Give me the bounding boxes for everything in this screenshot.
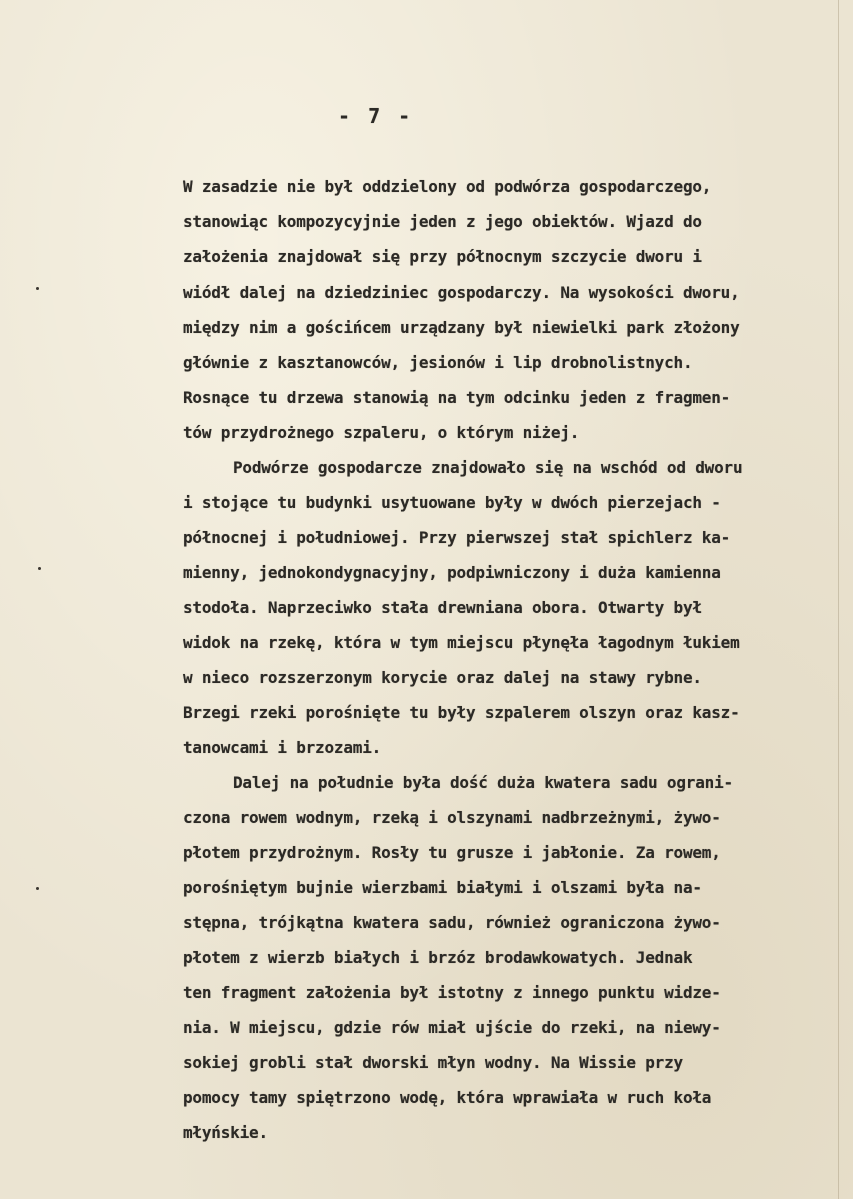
- margin-mark: [36, 287, 39, 290]
- text-line: mienny, jednokondygnacyjny, podpiwniczony i duża kamienna: [183, 563, 721, 582]
- text-line: założenia znajdował się przy północnym szczycie dworu i: [183, 247, 702, 266]
- text-line: stanowiąc kompozycyjnie jeden z jego obiektów. Wjazd do: [183, 212, 702, 231]
- text-line: Podwórze gospodarcze znajdowało się na wschód od dworu: [233, 458, 743, 477]
- text-line: stodoła. Naprzeciwko stała drewniana obora. Otwarty był: [183, 598, 702, 617]
- text-line: Brzegi rzeki porośnięte tu były szpalerem olszyn oraz kasz-: [183, 703, 740, 722]
- text-line: między nim a gościńcem urządzany był niewielki park złożony: [183, 318, 740, 337]
- page-number: - 7 -: [338, 104, 414, 128]
- margin-mark: [38, 567, 41, 570]
- text-line: płotem przydrożnym. Rosły tu grusze i jabłonie. Za rowem,: [183, 843, 721, 862]
- text-line: w nieco rozszerzonym korycie oraz dalej na stawy rybne.: [183, 668, 702, 687]
- page-edge-line: [838, 0, 839, 1199]
- text-line: czona rowem wodnym, rzeką i olszynami nadbrzeżnymi, żywo-: [183, 808, 721, 827]
- text-line: tów przydrożnego szpaleru, o którym niżej.: [183, 423, 580, 442]
- text-line: nia. W miejscu, gdzie rów miał ujście do rzeki, na niewy-: [183, 1018, 721, 1037]
- text-line: głównie z kasztanowców, jesionów i lip drobnolistnych.: [183, 353, 693, 372]
- text-line: północnej i południowej. Przy pierwszej stał spichlerz ka-: [183, 528, 731, 547]
- text-line: pomocy tamy spiętrzono wodę, która wprawiała w ruch koła: [183, 1088, 712, 1107]
- text-line: W zasadzie nie był oddzielony od podwórza gospodarczego,: [183, 177, 712, 196]
- text-line: Dalej na południe była dość duża kwatera sadu ograni-: [233, 773, 733, 792]
- text-line: stępna, trójkątna kwatera sadu, również ograniczona żywo-: [183, 913, 721, 932]
- margin-mark: [36, 887, 39, 890]
- text-line: i stojące tu budynki usytuowane były w dwóch pierzejach -: [183, 493, 721, 512]
- text-line: porośniętym bujnie wierzbami białymi i olszami była na-: [183, 878, 702, 897]
- text-line: wiódł dalej na dziedziniec gospodarczy. Na wysokości dworu,: [183, 283, 740, 302]
- text-line: płotem z wierzb białych i brzóz brodawkowatych. Jednak: [183, 948, 693, 967]
- text-line: sokiej grobli stał dworski młyn wodny. Na Wissie przy: [183, 1053, 683, 1072]
- text-line: tanowcami i brzozami.: [183, 738, 382, 757]
- text-line: młyńskie.: [183, 1123, 268, 1142]
- text-line: ten fragment założenia był istotny z innego punktu widze-: [183, 983, 721, 1002]
- text-line: Rosnące tu drzewa stanowią na tym odcinku jeden z fragmen-: [183, 388, 731, 407]
- text-line: widok na rzekę, która w tym miejscu płynęła łagodnym łukiem: [183, 633, 740, 652]
